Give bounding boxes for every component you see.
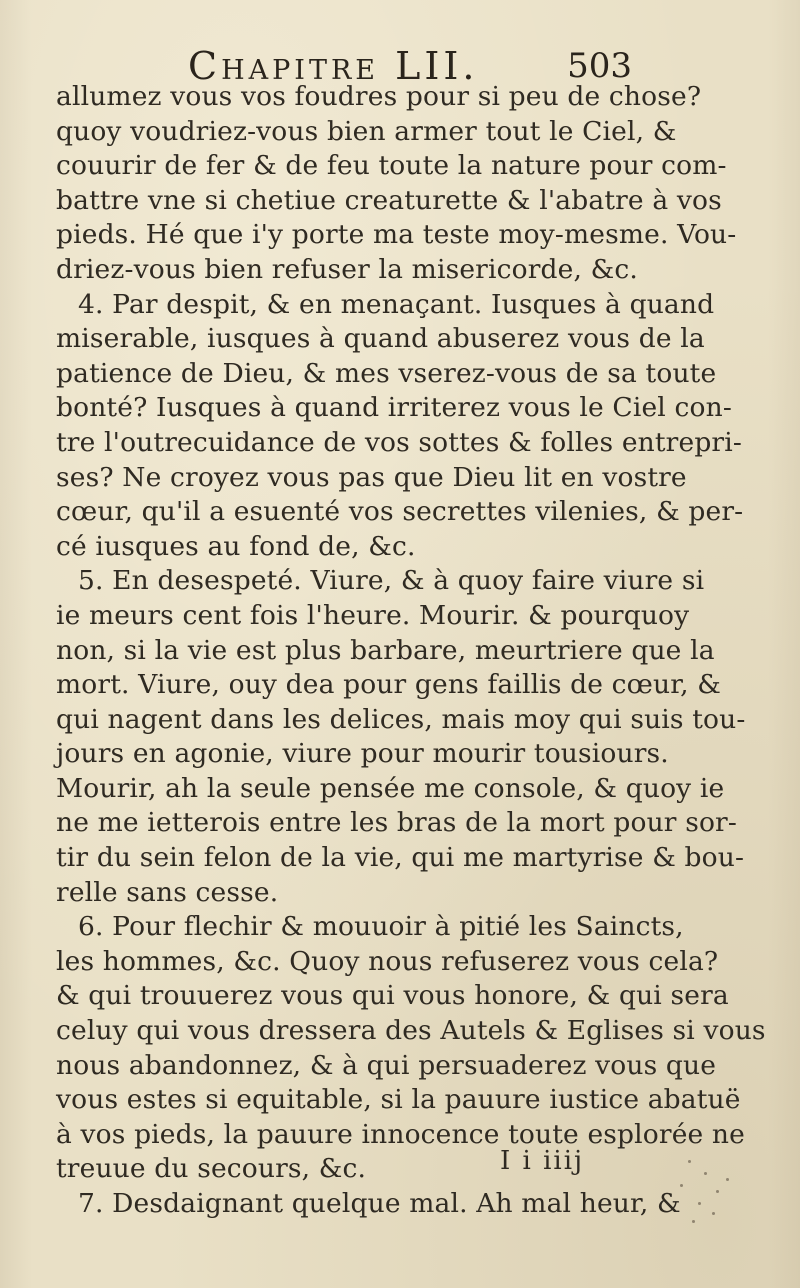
text-line: tir du sein felon de la vie, qui me martyrise & bou-: [56, 842, 745, 874]
text-line: cé iusques au fond de, &c.: [56, 530, 416, 562]
text-line: allumez vous vos foudres pour si peu de chose?: [56, 81, 702, 112]
text-line: les hommes, &c. Quoy nous refuserez vous cela?: [56, 945, 719, 977]
text-line: Mourir, ah la seule pensée me console, & quoy ie: [56, 772, 725, 804]
text-line: driez-vous bien refuser la misericorde, &c.: [56, 253, 638, 285]
text-line: miserable, iusques à quand abuserez vous de la: [56, 323, 705, 355]
text-line: couurir de fer & de feu toute la nature pour com-: [56, 150, 727, 182]
text-line: treuue du secours, &c.: [56, 1153, 367, 1185]
paper-speckle: [668, 1150, 758, 1240]
paragraph-start-line: 4. Par despit, & en menaçant. Iusques à quand: [78, 288, 715, 320]
text-line: pieds. Hé que i'y porte ma teste moy-mesme. Vou-: [56, 219, 737, 251]
paragraph-start-line: 7. Desdaignant quelque mal. Ah mal heur, &: [78, 1188, 681, 1219]
text-line: qui nagent dans les delices, mais moy qui suis tou-: [56, 703, 746, 735]
text-line: mort. Viure, ouy dea pour gens faillis de cœur, &: [56, 669, 722, 701]
body-text: [56, 80, 766, 1222]
text-line: ie meurs cent fois l'heure. Mourir. & pourquoy: [56, 599, 690, 631]
text-line: nous abandonnez, & à qui persuaderez vous que: [56, 1049, 717, 1081]
text-line: jours en agonie, viure pour mourir tousiours.: [56, 738, 669, 770]
text-line: vous estes si equitable, si la pauure iustice abatuë: [56, 1084, 741, 1116]
text-line: quoy voudriez-vous bien armer tout le Ciel, &: [56, 115, 677, 147]
text-line: à vos pieds, la pauure innocence toute esplorée ne: [56, 1118, 745, 1150]
text-line: cœur, qu'il a esuenté vos secrettes vilenies, & per-: [56, 496, 744, 528]
text-line: relle sans cesse.: [56, 876, 279, 908]
text-line: tre l'outrecuidance de vos sottes & folles entrepri-: [56, 426, 742, 458]
paragraph-start-line: 6. Pour flechir & mouuoir à pitié les Saincts,: [78, 911, 684, 943]
text-line: bonté? Iusques à quand irriterez vous le Ciel con-: [56, 392, 732, 424]
signature-mark: I i iiij: [500, 1146, 585, 1176]
text-line: ses? Ne croyez vous pas que Dieu lit en vostre: [56, 461, 687, 493]
text-line: battre vne si chetiue creaturette & l'abatre à vos: [56, 184, 722, 216]
page-number: 503: [567, 46, 632, 86]
chapter-title: Chapitre LII.: [188, 44, 479, 88]
text-line: patience de Dieu, & mes vserez-vous de sa toute: [56, 357, 717, 389]
text-line: & qui trouuerez vous qui vous honore, & qui sera: [56, 980, 729, 1012]
paragraph-start-line: 5. En desespeté. Viure, & à quoy faire viure si: [78, 565, 705, 597]
text-line: ne me ietterois entre les bras de la mort pour sor-: [56, 807, 737, 839]
text-line: non, si la vie est plus barbare, meurtriere que la: [56, 634, 715, 666]
text-line: celuy qui vous dressera des Autels & Eglises si vous: [56, 1015, 766, 1047]
